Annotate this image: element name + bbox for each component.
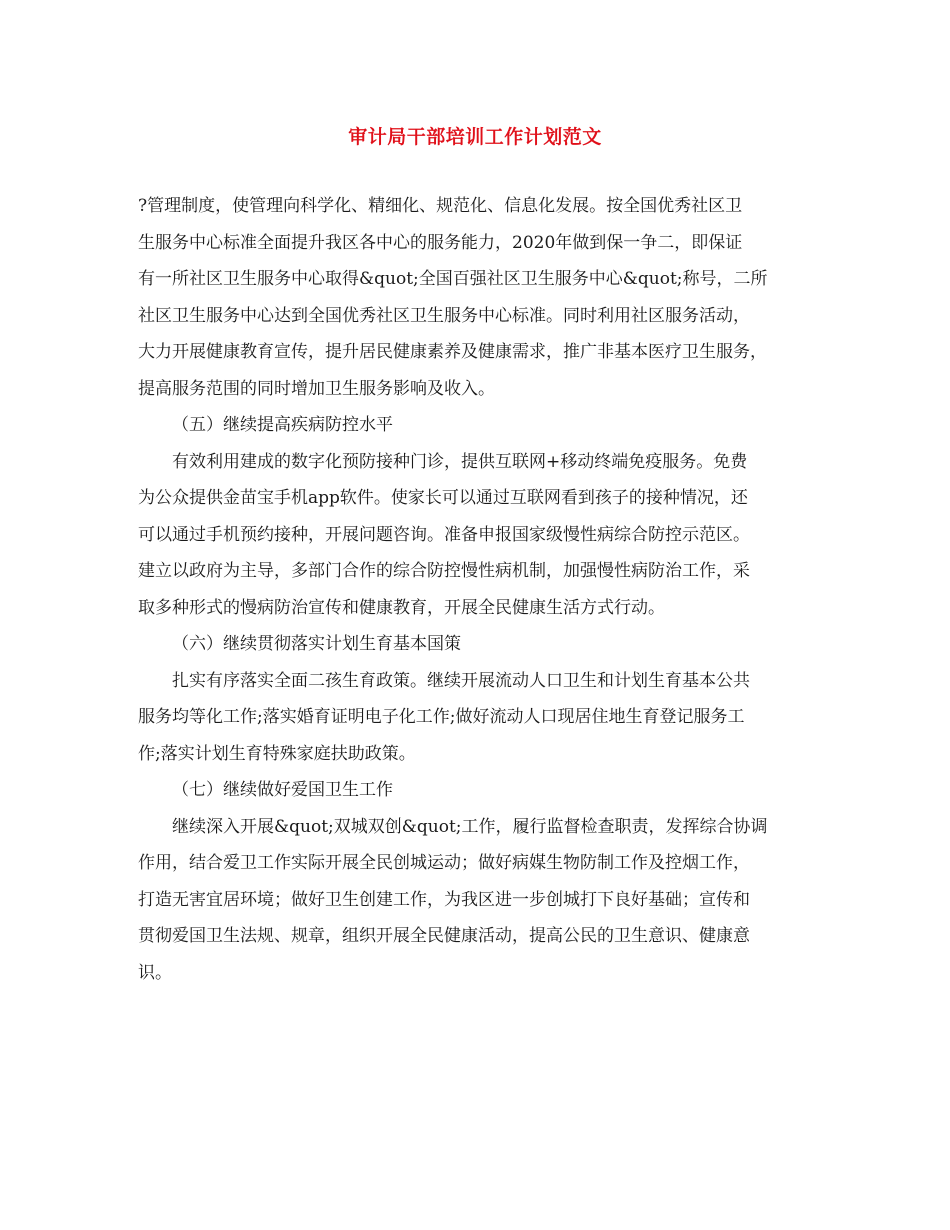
body-line: 继续深入开展&quot;双城双创&quot;工作，履行监督检查职责，发挥综合协调: [172, 816, 768, 837]
section-heading-7: （七）继续做好爱国卫生工作: [172, 780, 393, 800]
section-heading-6: （六）继续贯彻落实计划生育基本国策: [172, 634, 461, 654]
body-line: 服务均等化工作;落实婚育证明电子化工作;做好流动人口现居住地生育登记服务工: [138, 707, 745, 727]
body-line: ?管理制度，使管理向科学化、精细化、规范化、信息化发展。按全国优秀社区卫: [138, 196, 743, 216]
body-line: 有一所社区卫生服务中心取得&quot;全国百强社区卫生服务中心&quot;称号，二所: [138, 269, 768, 289]
body-line: 社区卫生服务中心达到全国优秀社区卫生服务中心标准。同时利用社区服务活动，: [138, 305, 750, 326]
body-line: 可以通过手机预约接种，开展问题咨询。准备申报国家级慢性病综合防控示范区。: [138, 524, 750, 545]
document-title: 审计局干部培训工作计划范文: [348, 126, 602, 148]
body-line: 建立以政府为主导，多部门合作的综合防控慢性病机制，加强慢性病防治工作，采: [138, 561, 750, 581]
body-line: 扎实有序落实全面二孩生育政策。继续开展流动人口卫生和计划生育基本公共: [172, 670, 750, 691]
body-line: 打造无害宜居环境；做好卫生创建工作，为我区进一步创城打下良好基础；宣传和: [138, 889, 750, 910]
body-line: 作用，结合爱卫工作实际开展全民创城运动；做好病媒生物防制工作及控烟工作，: [138, 853, 750, 873]
body-line: 有效利用建成的数字化预防接种门诊，提供互联网+移动终端免疫服务。免费: [172, 451, 748, 472]
body-line: 大力开展健康教育宣传，提升居民健康素养及健康需求，推广非基本医疗卫生服务，: [138, 342, 767, 362]
body-line: 取多种形式的慢病防治宣传和健康教育，开展全民健康生活方式行动。: [138, 597, 665, 618]
body-line: 生服务中心标准全面提升我区各中心的服务能力，2020年做到保一争二，即保证: [138, 232, 743, 253]
body-line: 提高服务范围的同时增加卫生服务影响及收入。: [138, 378, 495, 399]
body-line: 作;落实计划生育特殊家庭扶助政策。: [138, 743, 416, 764]
body-line: 为公众提供金苗宝手机app软件。使家长可以通过互联网看到孩子的接种情况，还: [138, 488, 748, 508]
body-line: 贯彻爱国卫生法规、规章，组织开展全民健康活动，提高公民的卫生意识、健康意: [138, 926, 750, 946]
section-heading-5: （五）继续提高疾病防控水平: [172, 415, 393, 435]
body-line: 识。: [138, 962, 172, 983]
document-body: [138, 188, 818, 991]
